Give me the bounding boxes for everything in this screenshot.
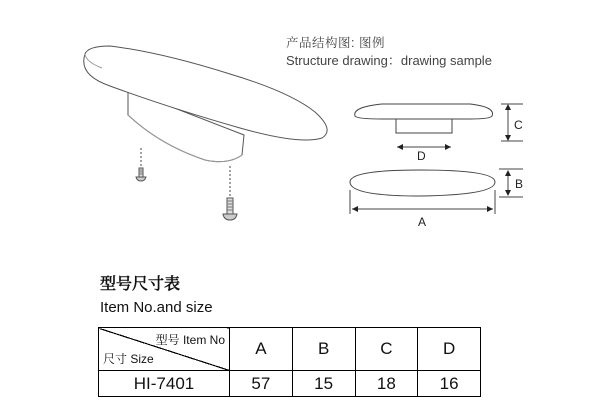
size-table-title-en: Item No.and size — [100, 299, 213, 316]
dimension-a-label: A — [418, 215, 427, 229]
value-b-cell: 15 — [292, 371, 355, 397]
screw-icon — [223, 198, 237, 220]
size-header: 尺寸 Size — [103, 352, 154, 366]
perspective-knob-drawing — [84, 46, 327, 220]
column-header-a: A — [230, 328, 293, 371]
column-header-b: B — [292, 328, 355, 371]
column-header-d: D — [418, 328, 481, 371]
value-c-cell: 18 — [355, 371, 418, 397]
item-no-header: 型号 Item No — [155, 333, 225, 347]
value-d-cell: 16 — [418, 371, 481, 397]
dimension-b-label: B — [515, 177, 524, 191]
value-a-cell: 57 — [230, 371, 293, 397]
dimension-d-label: D — [417, 149, 426, 163]
size-table-corner-cell — [99, 328, 230, 371]
size-table — [98, 327, 481, 397]
column-header-c: C — [355, 328, 418, 371]
front-view-drawing — [350, 169, 523, 214]
dimension-c-label: C — [514, 118, 523, 132]
side-view-drawing — [355, 104, 523, 150]
table-row — [99, 371, 481, 397]
size-table-title-cn: 型号尺寸表 — [100, 276, 181, 293]
structure-caption-en: Structure drawing：drawing sample — [286, 53, 492, 68]
item-number-cell: HI-7401 — [99, 371, 230, 397]
size-table-header-row — [99, 328, 481, 371]
small-screw-icon — [136, 168, 146, 181]
structure-caption-cn: 产品结构图: 图例 — [286, 36, 385, 50]
